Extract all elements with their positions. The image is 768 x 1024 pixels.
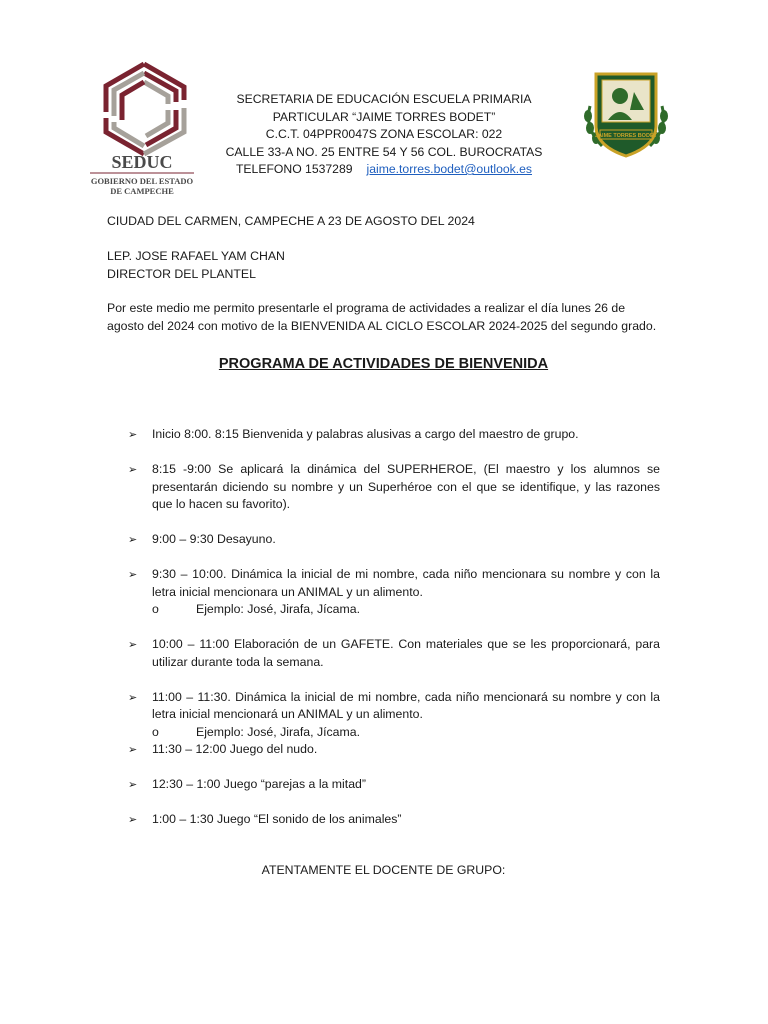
- header-contact-line: [215, 161, 553, 179]
- list-item: ➢ 12:30 – 1:00 Juego “parejas a la mitad”: [128, 776, 660, 794]
- letter-intro: Por este medio me permito presentarle el programa de actividades a realizar el día lunes 26 de agosto del 2024 con motivo de la BIENVENIDA AL CICLO ESCOLAR 2024-2025 del segundo grado.: [107, 301, 657, 333]
- list-item: ➢ 11:00 – 11:30. Dinámica la inicial de mi nombre, cada niño mencionará su nombre y con la letra inicial mencionará un ANIMAL y un alimento. o Ejemplo: José, Jirafa, Jícama.: [128, 689, 660, 742]
- arrow-bullet-icon: ➢: [128, 778, 138, 791]
- header-line-4: CALLE 33-A NO. 25 ENTRE 54 Y 56 COL. BUROCRATAS: [225, 144, 543, 159]
- letter-date: CIUDAD DEL CARMEN, CAMPECHE A 23 DE AGOSTO DEL 2024: [107, 214, 475, 228]
- letter-addressee: [107, 248, 667, 283]
- seduc-logo: [80, 60, 205, 200]
- school-letterhead: [215, 91, 553, 179]
- example-subitem: o Ejemplo: José, Jirafa, Jícama.: [152, 601, 660, 619]
- example-subitem: o Ejemplo: José, Jirafa, Jícama.: [152, 724, 660, 742]
- school-seal-logo: [580, 66, 672, 160]
- list-item: ➢ 1:00 – 1:30 Juego “El sonido de los animales”: [128, 811, 660, 829]
- header-line-2: PARTICULAR “JAIME TORRES BODET”: [272, 109, 496, 124]
- list-item: ➢ 9:30 – 10:00. Dinámica la inicial de mi nombre, cada niño mencionara su nombre y con la letra inicial mencionara un ANIMAL y un alimento. o Ejemplo: José, Jirafa, Jícama.: [128, 566, 660, 619]
- list-item: ➢ 11:30 – 12:00 Juego del nudo.: [128, 741, 660, 759]
- arrow-bullet-icon: ➢: [128, 428, 138, 441]
- circle-bullet-icon: o: [152, 602, 159, 616]
- arrow-bullet-icon: ➢: [128, 463, 138, 476]
- arrow-bullet-icon: ➢: [128, 813, 138, 826]
- arrow-bullet-icon: ➢: [128, 568, 138, 581]
- header-line-1: SECRETARIA DE EDUCACIÓN ESCUELA PRIMARIA: [236, 92, 532, 106]
- header-line-3: C.C.T. 04PPR0047S ZONA ESCOLAR: 022: [265, 127, 503, 141]
- arrow-bullet-icon: ➢: [128, 533, 138, 546]
- list-item: ➢ 10:00 – 11:00 Elaboración de un GAFETE. Con materiales que se les proporcionará, para utilizar durante toda la semana.: [128, 637, 660, 669]
- program-title: PROGRAMA DE ACTIVIDADES DE BIENVENIDA: [218, 356, 549, 372]
- arrow-bullet-icon: ➢: [128, 743, 138, 756]
- list-item: ➢ Inicio 8:00. 8:15 Bienvenida y palabras alusivas a cargo del maestro de grupo.: [128, 426, 660, 444]
- header-phone: TELEFONO 1537289: [235, 162, 353, 176]
- addressee-role: DIRECTOR DEL PLANTEL: [107, 266, 256, 281]
- arrow-bullet-icon: ➢: [128, 638, 138, 651]
- seduc-wordmark: SEDUC: [111, 152, 173, 172]
- letter-closing: ATENTAMENTE EL DOCENTE DE GRUPO:: [261, 863, 506, 877]
- arrow-bullet-icon: ➢: [128, 690, 138, 704]
- seduc-subtitle-1: GOBIERNO DEL ESTADO: [90, 176, 194, 186]
- circle-bullet-icon: o: [152, 724, 159, 739]
- seduc-subtitle-2: DE CAMPECHE: [110, 186, 174, 196]
- addressee-name: LEP. JOSE RAFAEL YAM CHAN: [107, 249, 285, 263]
- list-item: ➢ 9:00 – 9:30 Desayuno.: [128, 531, 660, 549]
- activity-list: [128, 426, 660, 829]
- list-item: ➢ 8:15 -9:00 Se aplicará la dinámica del SUPERHEROE, (El maestro y los alumnos se presentarán diciendo su nombre y un Superhéroe con el que se identifique, y las razones que lo hacen su favorito).: [128, 462, 660, 511]
- header-email-link[interactable]: jaime.torres.bodet@outlook.es: [366, 162, 532, 176]
- seal-text: JAIME TORRES BODET: [595, 133, 657, 139]
